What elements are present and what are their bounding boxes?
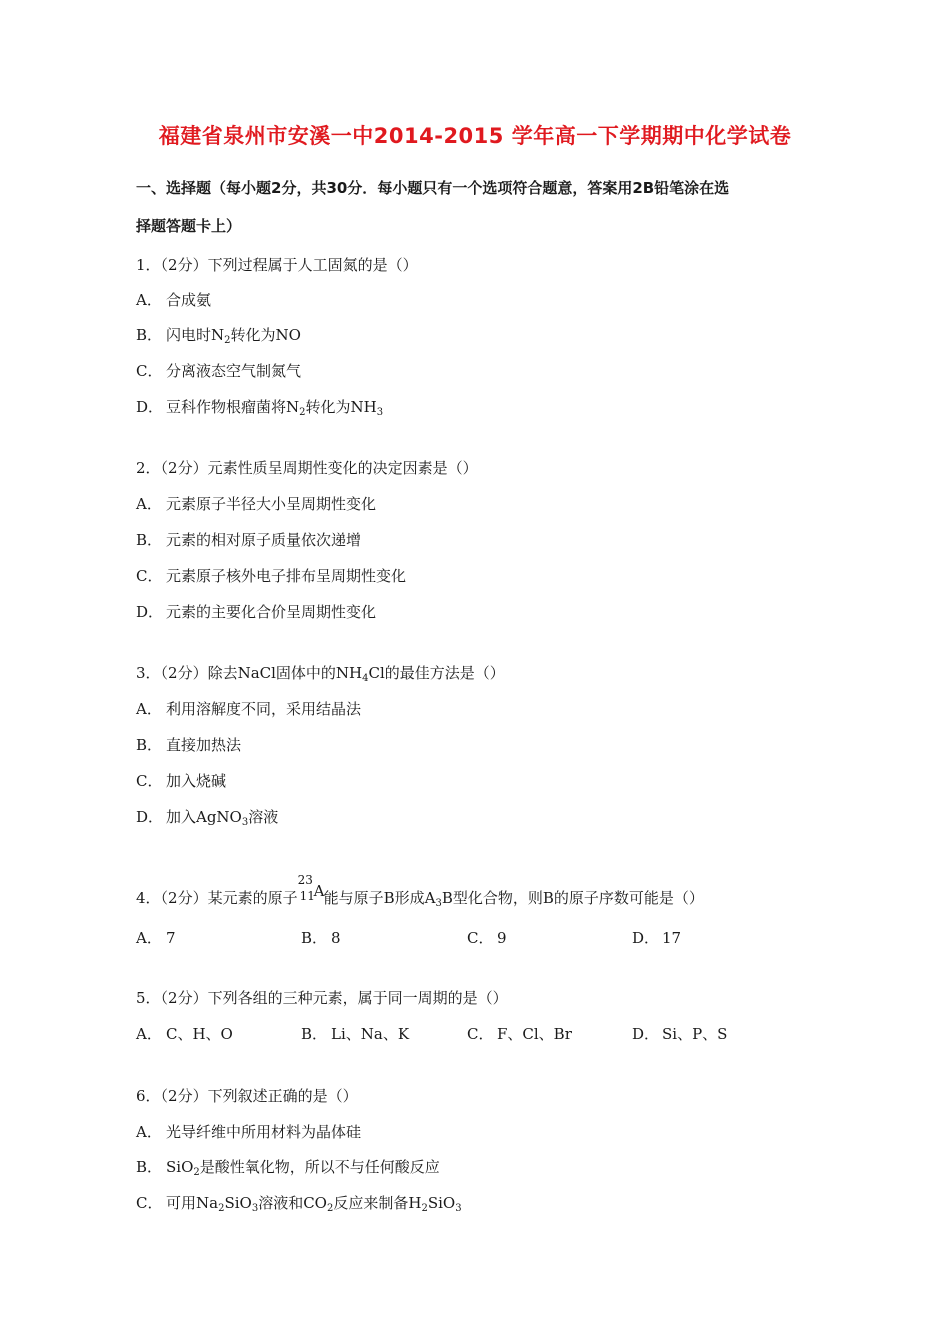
nuclide-notation: 23 11 A bbox=[297, 873, 325, 903]
question-4-option-a: A． 7 bbox=[136, 929, 176, 947]
question-1-option-d: D． 豆科作物根瘤菌将$N_2$转化为$NH_3$ bbox=[136, 398, 384, 418]
question-1-option-b: B． 闪电时$N_2$转化为NO bbox=[136, 326, 301, 346]
question-3-option-d: D． 加入AgNO$_3$溶液 bbox=[136, 808, 279, 828]
question-4-option-c: C． 9 bbox=[467, 929, 507, 947]
question-2-option-c: C． 元素原子核外电子排布呈周期性变化 bbox=[136, 567, 407, 585]
question-3-stem: 3．（2分）除去NaCl固体中的$NH_4Cl$的最佳方法是（） bbox=[136, 664, 505, 684]
question-2-option-d: D． 元素的主要化合价呈周期性变化 bbox=[136, 603, 377, 621]
question-3-option-c: C． 加入烧碱 bbox=[136, 772, 227, 790]
question-4-option-b: B． 8 bbox=[301, 929, 341, 947]
question-6-stem: 6．（2分）下列叙述正确的是（） bbox=[136, 1087, 358, 1105]
section-heading-line2: 择题答题卡上） bbox=[136, 217, 242, 235]
question-2-stem: 2．（2分）元素性质呈周期性变化的决定因素是（） bbox=[136, 459, 478, 477]
question-6-option-c: C． 可用$Na_2SiO_3$溶液和$CO_2$反应来制备$H_2SiO_3$ bbox=[136, 1194, 462, 1214]
question-4-option-d: D． 17 bbox=[632, 929, 682, 947]
question-3-option-a: A． 利用溶解度不同，采用结晶法 bbox=[136, 700, 362, 718]
question-1-option-c: C． 分离液态空气制氮气 bbox=[136, 362, 302, 380]
question-5-option-a: A． C、H、O bbox=[136, 1025, 233, 1043]
page-title: 福建省泉州市安溪一中2014-2015 学年高一下学期期中化学试卷 bbox=[158, 124, 792, 148]
question-6-option-b: B． SiO$_2$是酸性氧化物，所以不与任何酸反应 bbox=[136, 1158, 440, 1178]
question-2-option-b: B． 元素的相对原子质量依次递增 bbox=[136, 531, 362, 549]
question-1-stem: 1．（2分）下列过程属于人工固氮的是（） bbox=[136, 256, 418, 274]
question-3-option-b: B． 直接加热法 bbox=[136, 736, 242, 754]
question-1-option-a: A． 合成氨 bbox=[136, 291, 212, 309]
question-5-stem: 5．（2分）下列各组的三种元素，属于同一周期的是（） bbox=[136, 989, 508, 1007]
question-2-option-a: A． 元素原子半径大小呈周期性变化 bbox=[136, 495, 377, 513]
question-5-option-d: D． Si、P、S bbox=[632, 1025, 728, 1043]
section-heading-line1: 一、选择题（每小题2分，共30分．每小题只有一个选项符合题意，答案用2B铅笔涂在选 bbox=[136, 179, 730, 197]
question-5-option-c: C． F、Cl、Br bbox=[467, 1025, 572, 1043]
question-6-option-a: A． 光导纤维中所用材料为晶体硅 bbox=[136, 1123, 362, 1141]
question-5-option-b: B． Li、Na、K bbox=[301, 1025, 410, 1043]
question-4-stem: 4．（2分）某元素的原子 23 11 A 能与原子B形成$A_3B$型化合物，则B的原子序数可能是（） bbox=[136, 873, 704, 909]
